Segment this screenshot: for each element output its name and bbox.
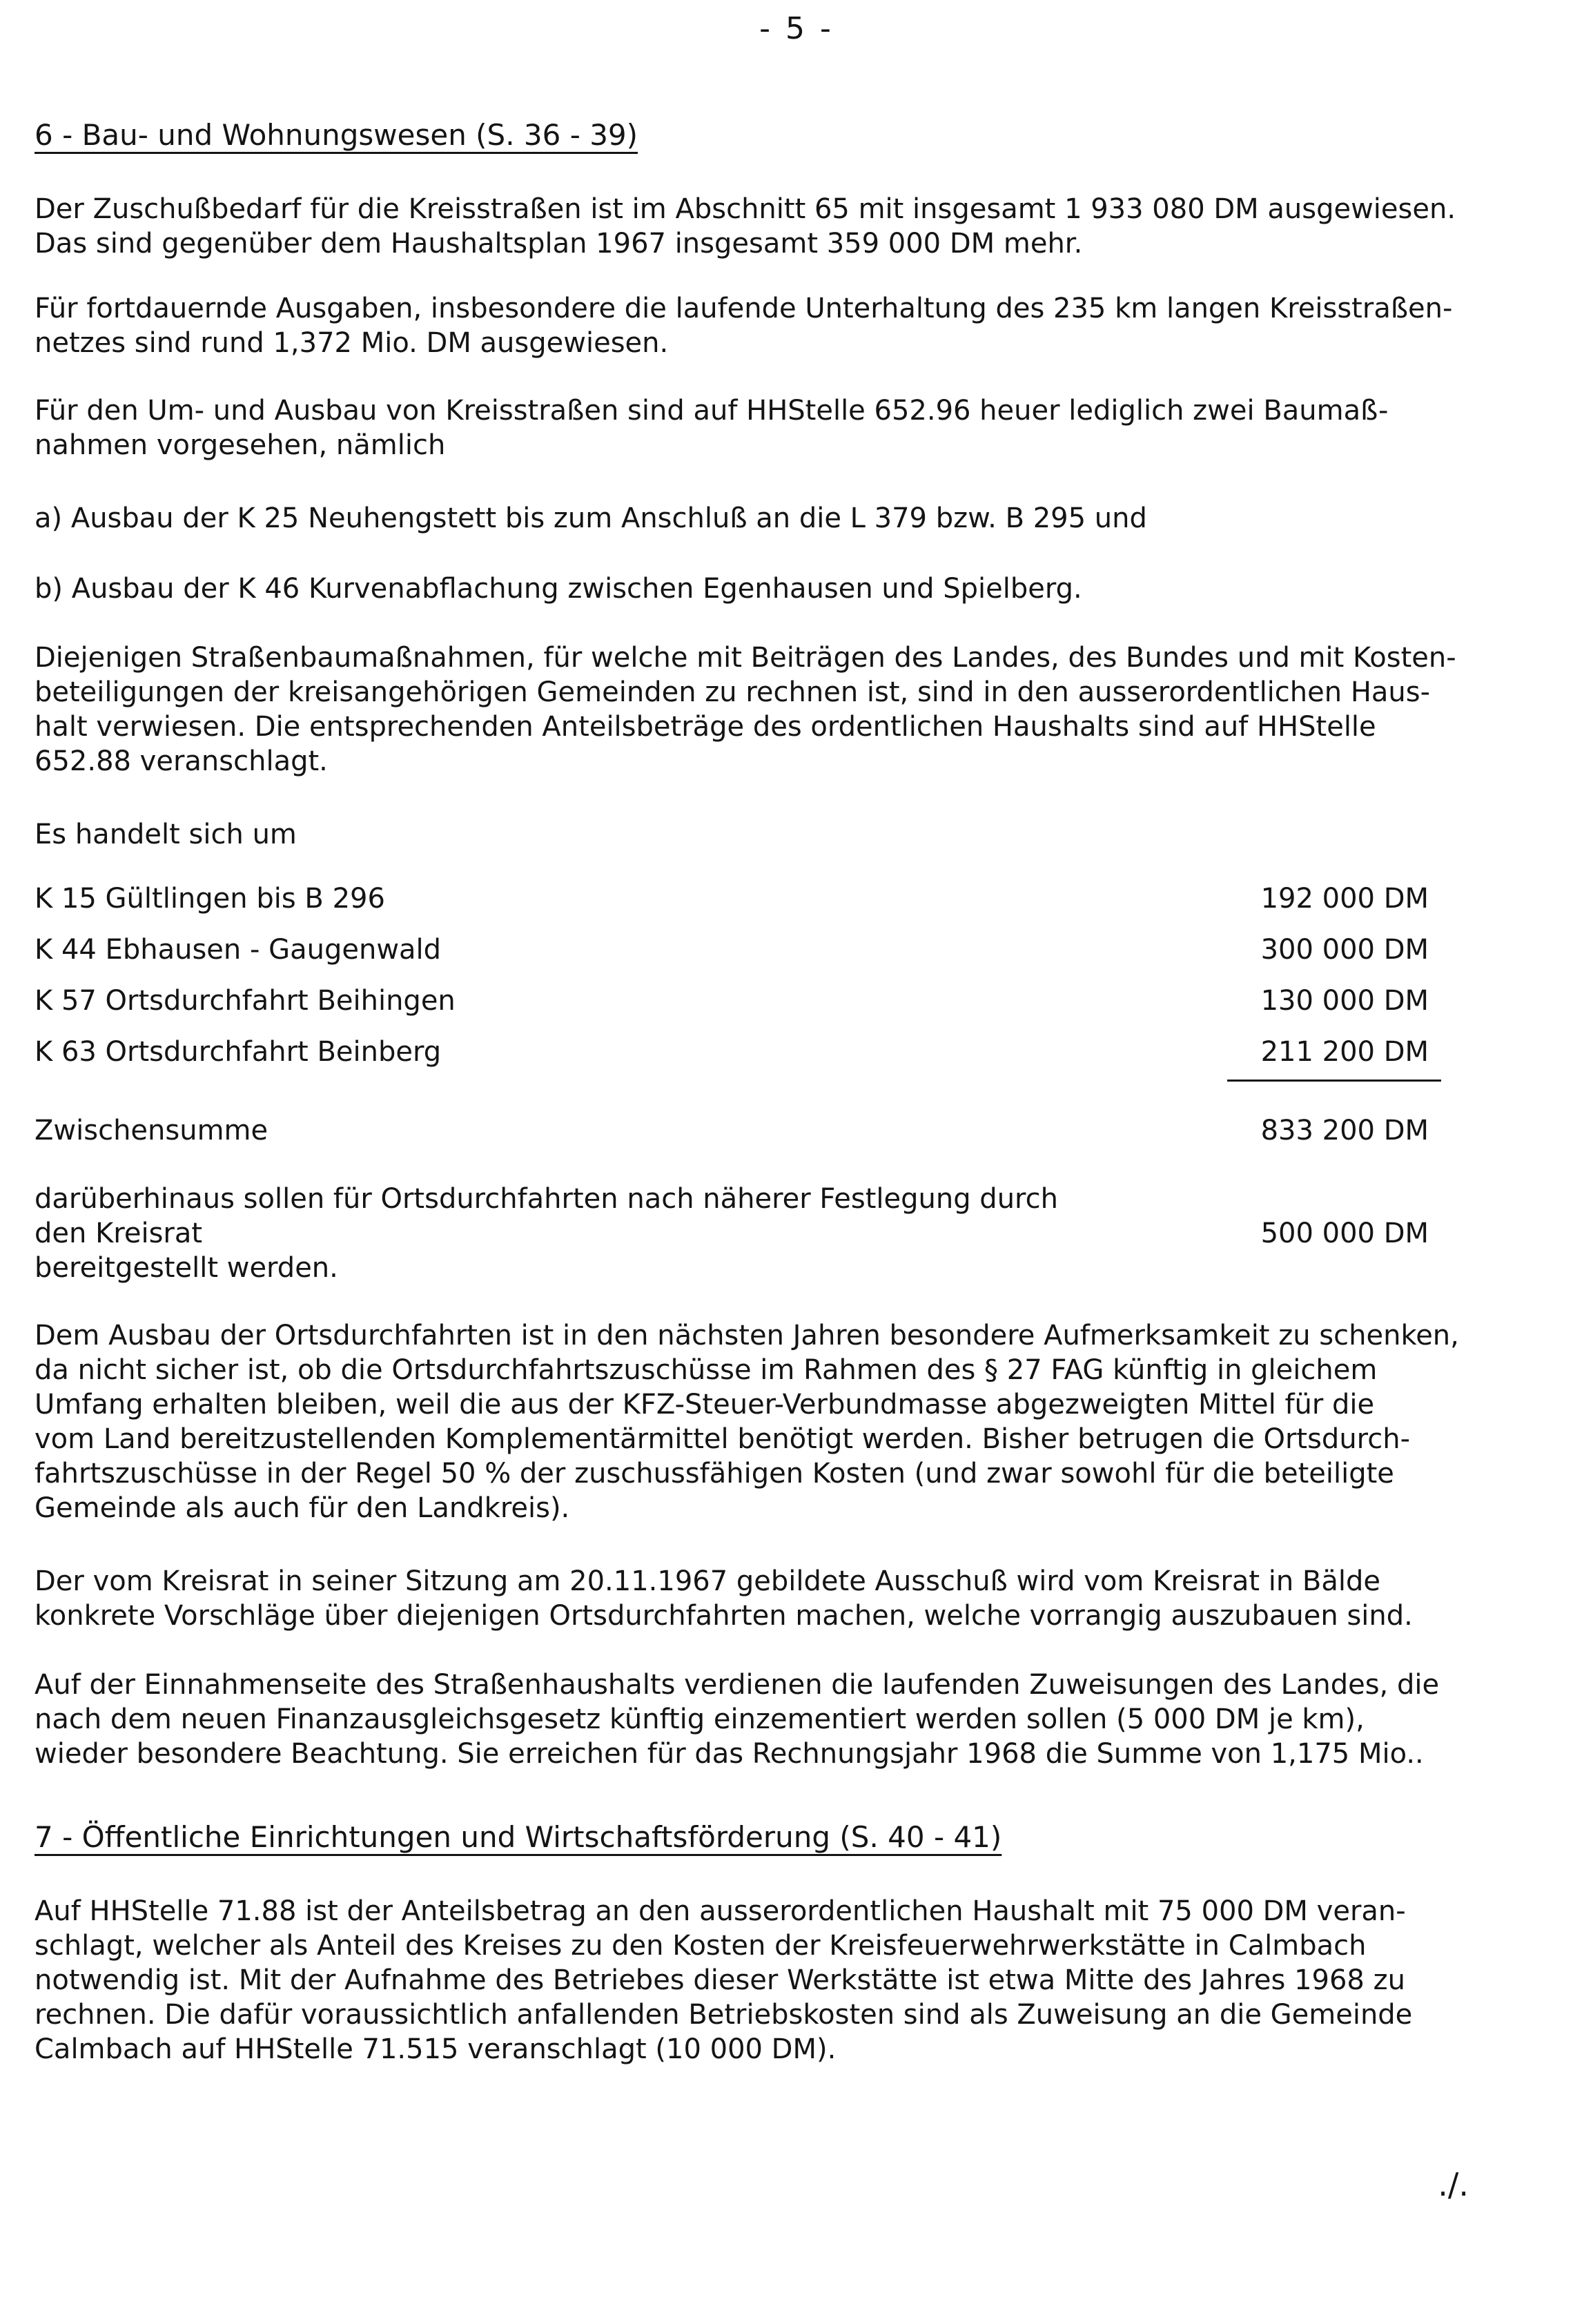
text-line: Für fortdauernde Ausgaben, insbesondere die laufende Unterhaltung des 235 km langen Kreisstraßen- xyxy=(35,293,1453,324)
table-row xyxy=(35,932,1429,968)
text-line: 652.88 veranschlagt. xyxy=(35,745,328,777)
table-row xyxy=(35,1034,1429,1070)
text-line: Der Zuschußbedarf für die Kreisstraßen ist im Abschnitt 65 mit insgesamt 1 933 080 DM ausgewiesen. xyxy=(35,193,1456,225)
list-item-a: a) Ausbau der K 25 Neuhengstett bis zum Anschluß an die L 379 bzw. B 295 und xyxy=(35,502,1147,534)
section-6-paragraph-2 xyxy=(35,291,1553,360)
amount: 211 200 DM xyxy=(1260,1036,1429,1068)
text-line: da nicht sicher ist, ob die Ortsdurchfahrtszuschüsse im Rahmen des § 27 FAG künftig in gleichem xyxy=(35,1354,1378,1386)
text-line: bereitgestellt werden. xyxy=(35,1252,338,1284)
text-line: konkrete Vorschläge über diejenigen Ortsdurchfahrten machen, welche vorrangig auszubauen sind. xyxy=(35,1600,1413,1632)
road-label: K 15 Gültlingen bis B 296 xyxy=(35,883,385,915)
section-6-paragraph-4 xyxy=(35,641,1553,779)
text-line: Gemeinde als auch für den Landkreis). xyxy=(35,1492,570,1524)
section-6-paragraph-5 xyxy=(35,1318,1553,1525)
list-intro: Es handelt sich um xyxy=(35,819,297,850)
page-number: - 5 - xyxy=(759,11,834,46)
text-line: Für den Um- und Ausbau von Kreisstraßen sind auf HHStelle 652.96 heuer lediglich zwei Baumaß- xyxy=(35,395,1389,427)
text-line: halt verwiesen. Die entsprechenden Anteilsbeträge des ordentlichen Haushalts sind auf HHStelle xyxy=(35,711,1376,743)
section-6-paragraph-6 xyxy=(35,1564,1553,1633)
text-line: nach dem neuen Finanzausgleichsgesetz künftig einzementiert werden sollen (5 000 DM je km), xyxy=(35,1703,1365,1735)
text-line: schlagt, welcher als Anteil des Kreises zu den Kosten der Kreisfeuerwehrwerkstätte in Calmbach xyxy=(35,1930,1367,1962)
text-line: wieder besondere Beachtung. Sie erreichen für das Rechnungsjahr 1968 die Summe von 1,175 Mio.. xyxy=(35,1738,1424,1770)
road-label: K 63 Ortsdurchfahrt Beinberg xyxy=(35,1036,442,1068)
text-line: Auf HHStelle 71.88 ist der Anteilsbetrag an den ausserordentlichen Haushalt mit 75 000 DM veran- xyxy=(35,1895,1406,1927)
text-line: darüberhinaus sollen für Ortsdurchfahrten nach näherer Festlegung durch xyxy=(35,1183,1058,1215)
text-line: Dem Ausbau der Ortsdurchfahrten ist in den nächsten Jahren besondere Aufmerksamkeit zu schenken, xyxy=(35,1320,1459,1351)
section-6-paragraph-1 xyxy=(35,192,1553,261)
text-line: Umfang erhalten bleiben, weil die aus der KFZ-Steuer-Verbundmasse abgezweigten Mittel für die xyxy=(35,1389,1375,1420)
additional-amount: 500 000 DM xyxy=(1260,1218,1429,1249)
text-line: nahmen vorgesehen, nämlich xyxy=(35,429,446,461)
text-line: vom Land bereitzustellenden Komplementärmittel benötigt werden. Bisher betrugen die Ortsdurch- xyxy=(35,1423,1411,1455)
amount: 130 000 DM xyxy=(1260,985,1429,1017)
text-line: Auf der Einnahmenseite des Straßenhaushalts verdienen die laufenden Zuweisungen des Landes, die xyxy=(35,1669,1440,1701)
section-7-heading: 7 - Öffentliche Einrichtungen und Wirtschaftsförderung (S. 40 - 41) xyxy=(35,1820,1002,1854)
text-line: notwendig ist. Mit der Aufnahme des Betriebes dieser Werkstätte ist etwa Mitte des Jahres 1968 zu xyxy=(35,1964,1405,1996)
text-line: Calmbach auf HHStelle 71.515 veranschlagt (10 000 DM). xyxy=(35,2033,837,2065)
additional-label xyxy=(35,1182,1429,1285)
amount: 192 000 DM xyxy=(1260,883,1429,915)
additional-row xyxy=(35,1182,1429,1285)
table-row xyxy=(35,881,1429,917)
subtotal-amount: 833 200 DM xyxy=(1260,1115,1429,1146)
sum-rule xyxy=(1227,1080,1441,1082)
section-6-paragraph-7 xyxy=(35,1668,1553,1771)
text-line: netzes sind rund 1,372 Mio. DM ausgewiesen. xyxy=(35,327,669,359)
subtotal-row xyxy=(35,1113,1429,1149)
section-7-paragraph-1 xyxy=(35,1894,1553,2067)
section-6-heading: 6 - Bau- und Wohnungswesen (S. 36 - 39) xyxy=(35,118,638,152)
amount: 300 000 DM xyxy=(1260,934,1429,966)
road-label: K 57 Ortsdurchfahrt Beihingen xyxy=(35,985,456,1017)
text-line: Diejenigen Straßenbaumaßnahmen, für welche mit Beiträgen des Landes, des Bundes und mit Kosten- xyxy=(35,642,1456,674)
text-line: beteiligungen der kreisangehörigen Gemeinden zu rechnen ist, sind in den ausserordentlichen Haus- xyxy=(35,676,1431,708)
text-line: den Kreisrat xyxy=(35,1218,203,1249)
continuation-mark: ./. xyxy=(1438,2166,1469,2203)
list-item-b: b) Ausbau der K 46 Kurvenabflachung zwischen Egenhausen und Spielberg. xyxy=(35,573,1082,605)
section-6-paragraph-3 xyxy=(35,393,1553,462)
road-label: K 44 Ebhausen - Gaugenwald xyxy=(35,934,442,966)
text-line: Das sind gegenüber dem Haushaltsplan 1967 insgesamt 359 000 DM mehr. xyxy=(35,228,1083,260)
subtotal-label: Zwischensumme xyxy=(35,1115,268,1146)
text-line: rechnen. Die dafür voraussichtlich anfallenden Betriebskosten sind als Zuweisung an die Gemeinde xyxy=(35,1999,1413,2031)
table-row xyxy=(35,983,1429,1019)
text-line: Der vom Kreisrat in seiner Sitzung am 20.11.1967 gebildete Ausschuß wird vom Kreisrat in Bälde xyxy=(35,1565,1380,1597)
text-line: fahrtszuschüsse in der Regel 50 % der zuschussfähigen Kosten (und zwar sowohl für die beteiligte xyxy=(35,1458,1394,1490)
